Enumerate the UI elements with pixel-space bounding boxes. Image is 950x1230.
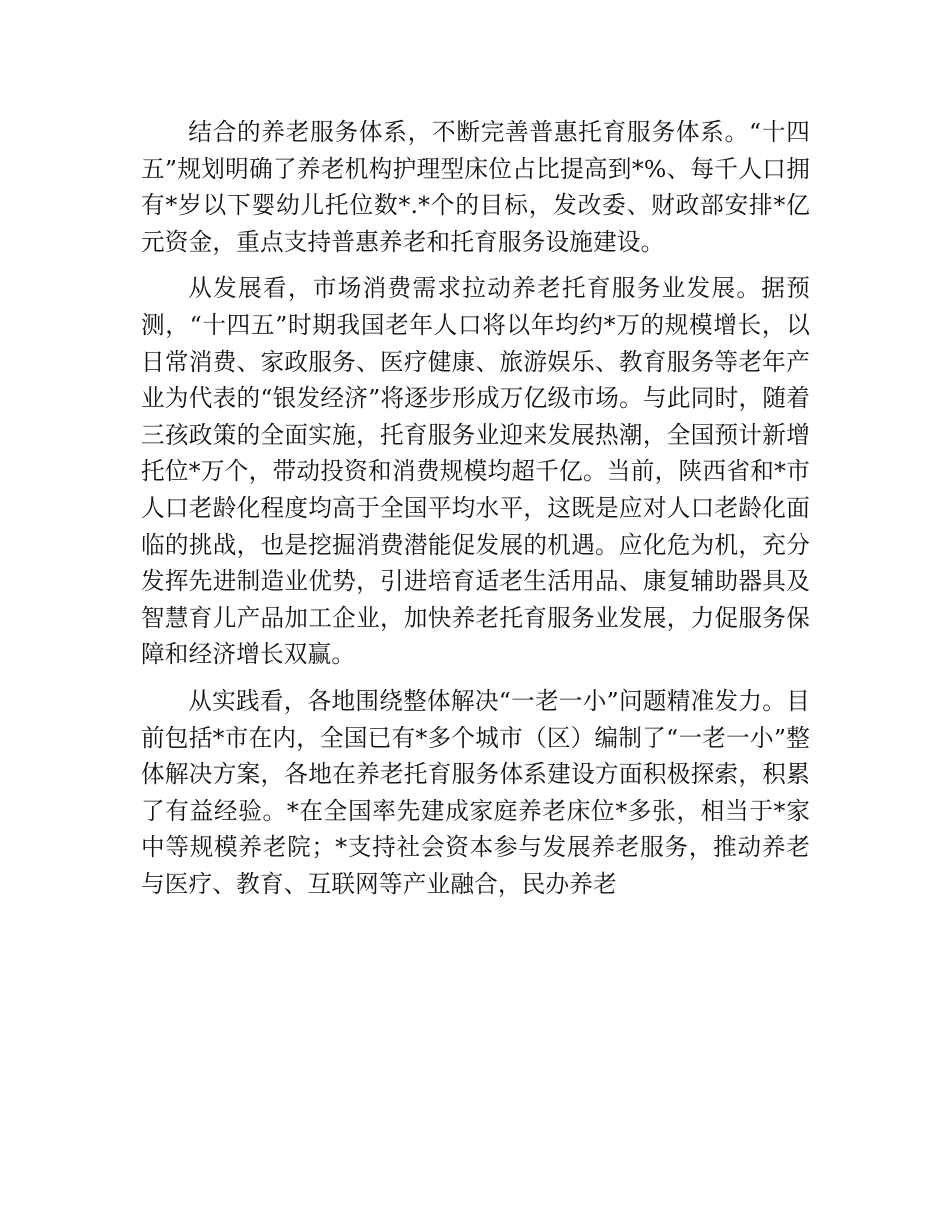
paragraph-1: 结合的养老服务体系，不断完善普惠托育服务体系。“十四五”规划明确了养老机构护理型床位占比提高到*%、每千人口拥有*岁以下婴幼儿托位数*.*个的目标，发改委、财政部安排*亿元资金，重点支持普惠养老和托育服务设施建设。 — [141, 118, 810, 256]
document-body — [141, 114, 810, 912]
paragraph-3: 从实践看，各地围绕整体解决“一老一小”问题精准发力。目前包括*市在内，全国已有*多个城市（区）编制了“一老一小”整体解决方案，各地在养老托育服务体系建设方面积极探索，积累了有益经验。*在全国率先建成家庭养老床位*多张，相当于*家中等规模养老院；*支持社会资本参与发展养老服务，推动养老与医疗、教育、互联网等产业融合，民办养老 — [141, 686, 810, 898]
paragraph-2: 从发展看，市场消费需求拉动养老托育服务业发展。据预测，“十四五”时期我国老年人口将以年均约*万的规模增长，以日常消费、家政服务、医疗健康、旅游娱乐、教育服务等老年产业为代表的“银发经济”将逐步形成万亿级市场。与此同时，随着三孩政策的全面实施，托育服务业迎来发展热潮，全国预计新增托位*万个，带动投资和消费规模均超千亿。当前，陕西省和*市人口老龄化程度均高于全国平均水平，这既是应对人口老龄化面临的挑战，也是挖掘消费潜能促发展的机遇。应化危为机，充分发挥先进制造业优势，引进培育适老生活用品、康复辅助器具及智慧育儿产品加工企业，加快养老托育服务业发展，力促服务保障和经济增长双赢。 — [141, 274, 810, 669]
